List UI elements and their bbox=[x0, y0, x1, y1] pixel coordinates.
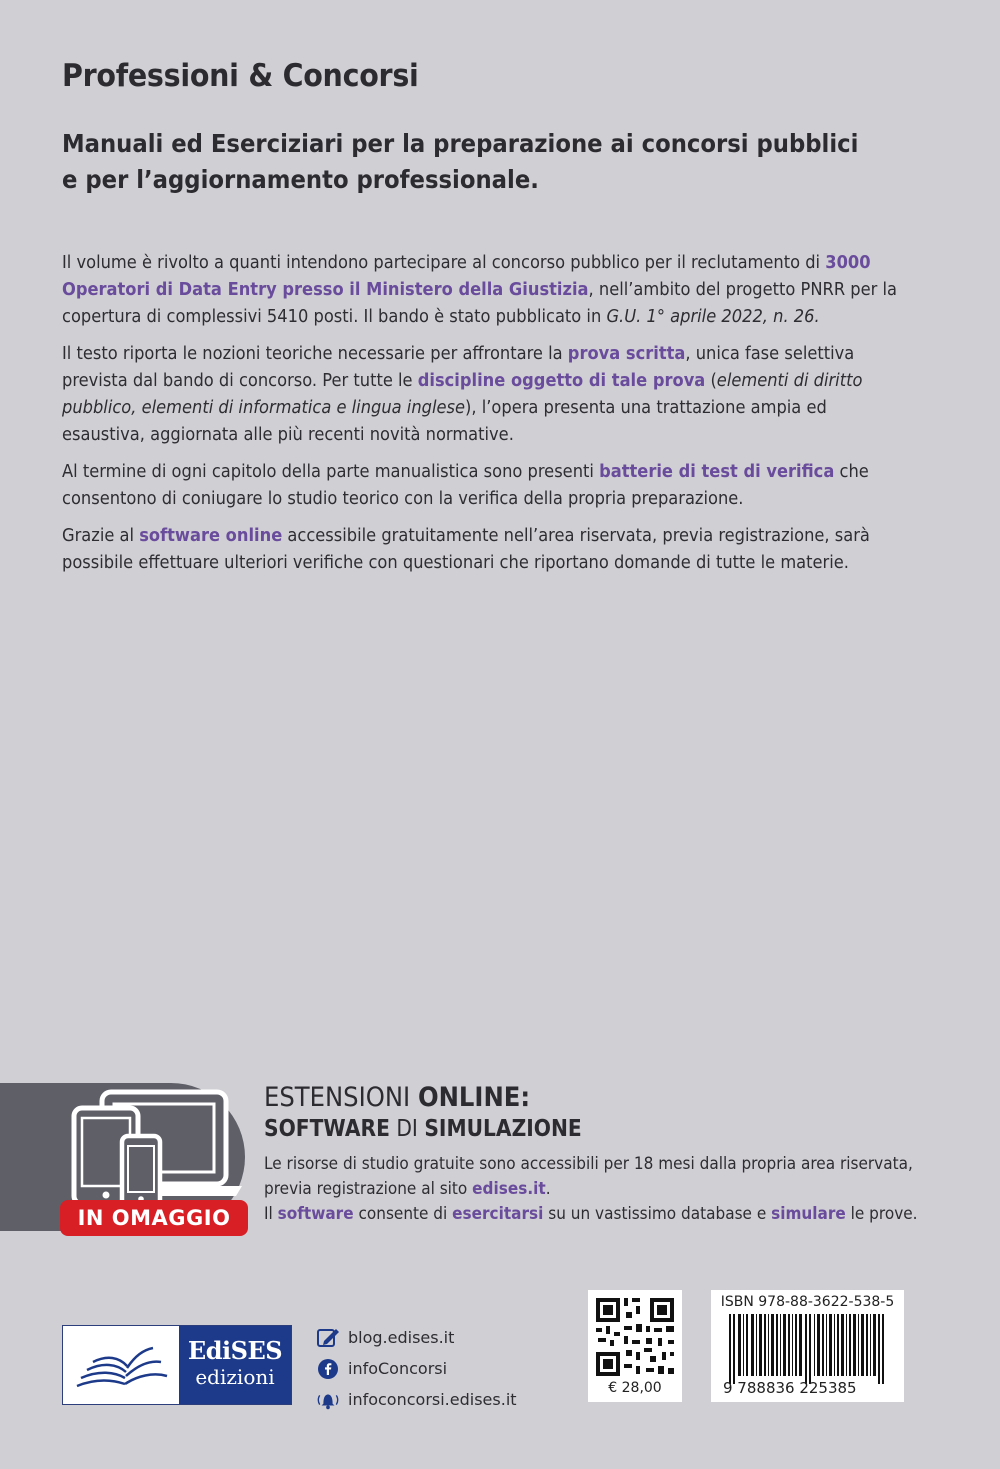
description-paragraph bbox=[62, 459, 892, 513]
text: consente di bbox=[353, 1204, 453, 1224]
text: Grazie al bbox=[62, 526, 140, 546]
description-paragraph bbox=[62, 250, 898, 331]
qr-code-icon bbox=[588, 1290, 682, 1384]
text: possibile effettuare ulteriori verifiche con questionari che riportano domande di tutte le materie. bbox=[62, 553, 849, 573]
text: Il testo riporta le nozioni teoriche necessarie per affrontare la bbox=[62, 344, 568, 364]
contact-links bbox=[316, 1322, 517, 1415]
logo-wordmark bbox=[179, 1326, 291, 1404]
text: previa registrazione al sito bbox=[264, 1179, 473, 1199]
text: Al termine di ogni capitolo della parte manualistica sono presenti bbox=[62, 462, 600, 482]
link-label: infoconcorsi.edises.it bbox=[348, 1390, 517, 1409]
series-title: Professioni & Concorsi bbox=[62, 58, 419, 94]
logo-name: EdiSES bbox=[187, 1336, 283, 1365]
facebook-icon bbox=[316, 1357, 340, 1381]
text: , nell’ambito del progetto PNRR per la bbox=[588, 280, 898, 300]
text: accessibile gratuitamente nell’area riservata, previa registrazione, sarà bbox=[282, 526, 870, 546]
text: su un vastissimo database e bbox=[543, 1204, 772, 1224]
link-label: infoConcorsi bbox=[348, 1359, 448, 1378]
text: ), l’opera presenta una trattazione ampia ed bbox=[465, 398, 827, 418]
text: che bbox=[834, 462, 869, 482]
subtitle-line: e per l’aggiornamento professionale. bbox=[62, 165, 539, 194]
highlight-text: simulare bbox=[771, 1204, 846, 1224]
text-bold: SOFTWARE bbox=[264, 1116, 390, 1142]
text: Il volume è rivolto a quanti intendono partecipare al concorso pubblico per il reclutamento di bbox=[62, 253, 826, 273]
extensions-subtitle bbox=[264, 1116, 582, 1142]
text: consentono di coniugare lo studio teorico con la verifica della propria preparazione. bbox=[62, 489, 744, 509]
publisher-logo bbox=[62, 1325, 292, 1405]
isbn-number: 9 788836 225385 bbox=[723, 1379, 857, 1397]
italic-text: elementi di diritto bbox=[716, 371, 863, 391]
text-bold: SIMULAZIONE bbox=[424, 1116, 582, 1142]
text: prevista dal bando di concorso. Per tutte le bbox=[62, 371, 418, 391]
highlight-text: software bbox=[277, 1204, 354, 1224]
gift-badge: IN OMAGGIO bbox=[60, 1200, 248, 1236]
highlight-text: esercitarsi bbox=[452, 1204, 544, 1224]
text: copertura di complessivi 5410 posti. Il bando è stato pubblicato in bbox=[62, 307, 607, 327]
highlight-text: Operatori di Data Entry presso il Ministero della Giustizia bbox=[62, 280, 589, 300]
link-blog[interactable] bbox=[316, 1322, 517, 1353]
highlight-text: discipline oggetto di tale prova bbox=[417, 371, 706, 391]
highlight-text: batterie di test di verifica bbox=[599, 462, 835, 482]
isbn-label: ISBN 978-88-3622-538-5 bbox=[720, 1294, 895, 1310]
logo-subtitle: edizioni bbox=[195, 1365, 275, 1389]
description-paragraph bbox=[62, 523, 892, 577]
highlight-text: prova scritta bbox=[567, 344, 686, 364]
text: ESTENSIONI bbox=[264, 1082, 418, 1113]
extensions-description bbox=[264, 1152, 918, 1227]
qr-code-panel bbox=[588, 1290, 682, 1402]
link-facebook[interactable] bbox=[316, 1353, 517, 1384]
text: , unica fase selettiva bbox=[685, 344, 855, 364]
subtitle bbox=[62, 126, 859, 198]
website-link[interactable]: edises.it bbox=[472, 1179, 546, 1199]
text: DI bbox=[389, 1116, 425, 1142]
highlight-text: 3000 bbox=[825, 253, 871, 273]
description bbox=[62, 250, 898, 587]
subtitle-line: Manuali ed Eserciziari per la preparazione ai concorsi pubblici bbox=[62, 129, 859, 158]
notification-icon bbox=[316, 1388, 340, 1412]
link-label: blog.edises.it bbox=[348, 1328, 455, 1347]
highlight-text: software online bbox=[139, 526, 283, 546]
text: esaustiva, aggiornata alle più recenti novità normative. bbox=[62, 425, 514, 445]
link-notifications[interactable] bbox=[316, 1384, 517, 1415]
text: . bbox=[545, 1179, 551, 1199]
extensions-title bbox=[264, 1082, 530, 1113]
blog-icon bbox=[316, 1326, 340, 1350]
italic-text: G.U. 1° aprile 2022, n. 26. bbox=[606, 307, 820, 327]
text: Il bbox=[264, 1204, 278, 1224]
italic-text: pubblico, elementi di informatica e lingua inglese bbox=[62, 398, 466, 418]
barcode-panel bbox=[711, 1290, 904, 1402]
price-label: € 28,00 bbox=[608, 1380, 662, 1396]
text-bold: ONLINE: bbox=[417, 1082, 531, 1113]
text: ( bbox=[705, 371, 717, 391]
text: Le risorse di studio gratuite sono accessibili per 18 mesi dalla propria area riservata, bbox=[264, 1154, 913, 1174]
text: le prove. bbox=[845, 1204, 918, 1224]
description-paragraph bbox=[62, 341, 892, 449]
book-icon bbox=[63, 1326, 179, 1404]
